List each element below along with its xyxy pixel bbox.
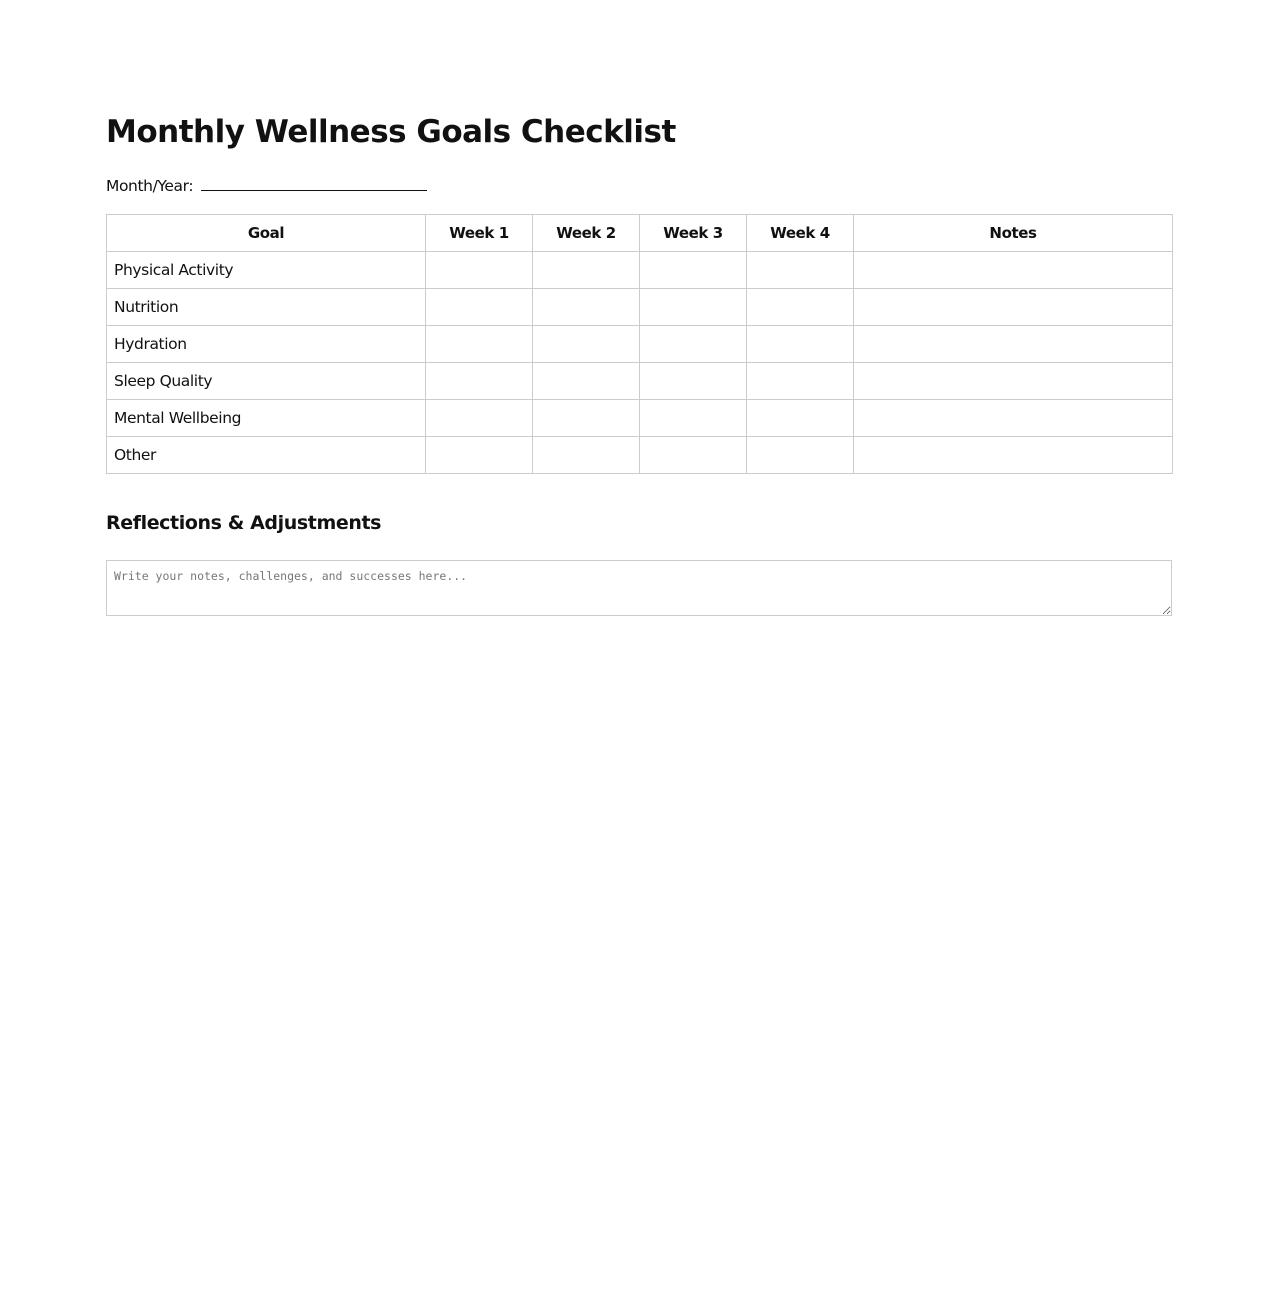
header-week-4: Week 4 [747, 215, 854, 252]
header-week-2: Week 2 [533, 215, 640, 252]
reflections-textarea[interactable] [106, 560, 1172, 616]
week-3-cell[interactable] [640, 326, 747, 363]
notes-cell[interactable] [854, 400, 1173, 437]
week-1-cell[interactable] [426, 326, 533, 363]
week-4-cell[interactable] [747, 437, 854, 474]
table-row [107, 326, 1173, 363]
week-2-cell[interactable] [533, 363, 640, 400]
header-week-1: Week 1 [426, 215, 533, 252]
checklist-page [106, 110, 1172, 616]
week-3-cell[interactable] [640, 437, 747, 474]
table-row [107, 289, 1173, 326]
notes-cell[interactable] [854, 289, 1173, 326]
header-goal: Goal [107, 215, 426, 252]
week-1-cell[interactable] [426, 400, 533, 437]
week-4-cell[interactable] [747, 326, 854, 363]
week-4-cell[interactable] [747, 289, 854, 326]
week-3-cell[interactable] [640, 252, 747, 289]
week-2-cell[interactable] [533, 437, 640, 474]
notes-cell[interactable] [854, 363, 1173, 400]
month-year-blank [201, 175, 427, 191]
week-2-cell[interactable] [533, 400, 640, 437]
week-1-cell[interactable] [426, 363, 533, 400]
table-header-row [107, 215, 1173, 252]
week-3-cell[interactable] [640, 400, 747, 437]
notes-cell[interactable] [854, 437, 1173, 474]
header-notes: Notes [854, 215, 1173, 252]
page-title: Monthly Wellness Goals Checklist [106, 114, 676, 150]
table-row [107, 400, 1173, 437]
table-row [107, 252, 1173, 289]
table-row [107, 363, 1173, 400]
week-2-cell[interactable] [533, 326, 640, 363]
goal-cell: Hydration [107, 326, 426, 363]
week-4-cell[interactable] [747, 252, 854, 289]
week-2-cell[interactable] [533, 289, 640, 326]
week-2-cell[interactable] [533, 252, 640, 289]
reflections-heading: Reflections & Adjustments [106, 512, 382, 534]
week-4-cell[interactable] [747, 363, 854, 400]
goal-cell: Mental Wellbeing [107, 400, 426, 437]
header-week-3: Week 3 [640, 215, 747, 252]
week-1-cell[interactable] [426, 289, 533, 326]
goal-cell: Sleep Quality [107, 363, 426, 400]
month-year-line [106, 175, 1172, 196]
notes-cell[interactable] [854, 252, 1173, 289]
week-3-cell[interactable] [640, 289, 747, 326]
week-1-cell[interactable] [426, 437, 533, 474]
week-4-cell[interactable] [747, 400, 854, 437]
goal-cell: Nutrition [107, 289, 426, 326]
week-3-cell[interactable] [640, 363, 747, 400]
week-1-cell[interactable] [426, 252, 533, 289]
notes-cell[interactable] [854, 326, 1173, 363]
goal-cell: Physical Activity [107, 252, 426, 289]
goal-cell: Other [107, 437, 426, 474]
goals-table [106, 214, 1173, 474]
month-year-label: Month/Year: [106, 177, 194, 195]
table-row [107, 437, 1173, 474]
